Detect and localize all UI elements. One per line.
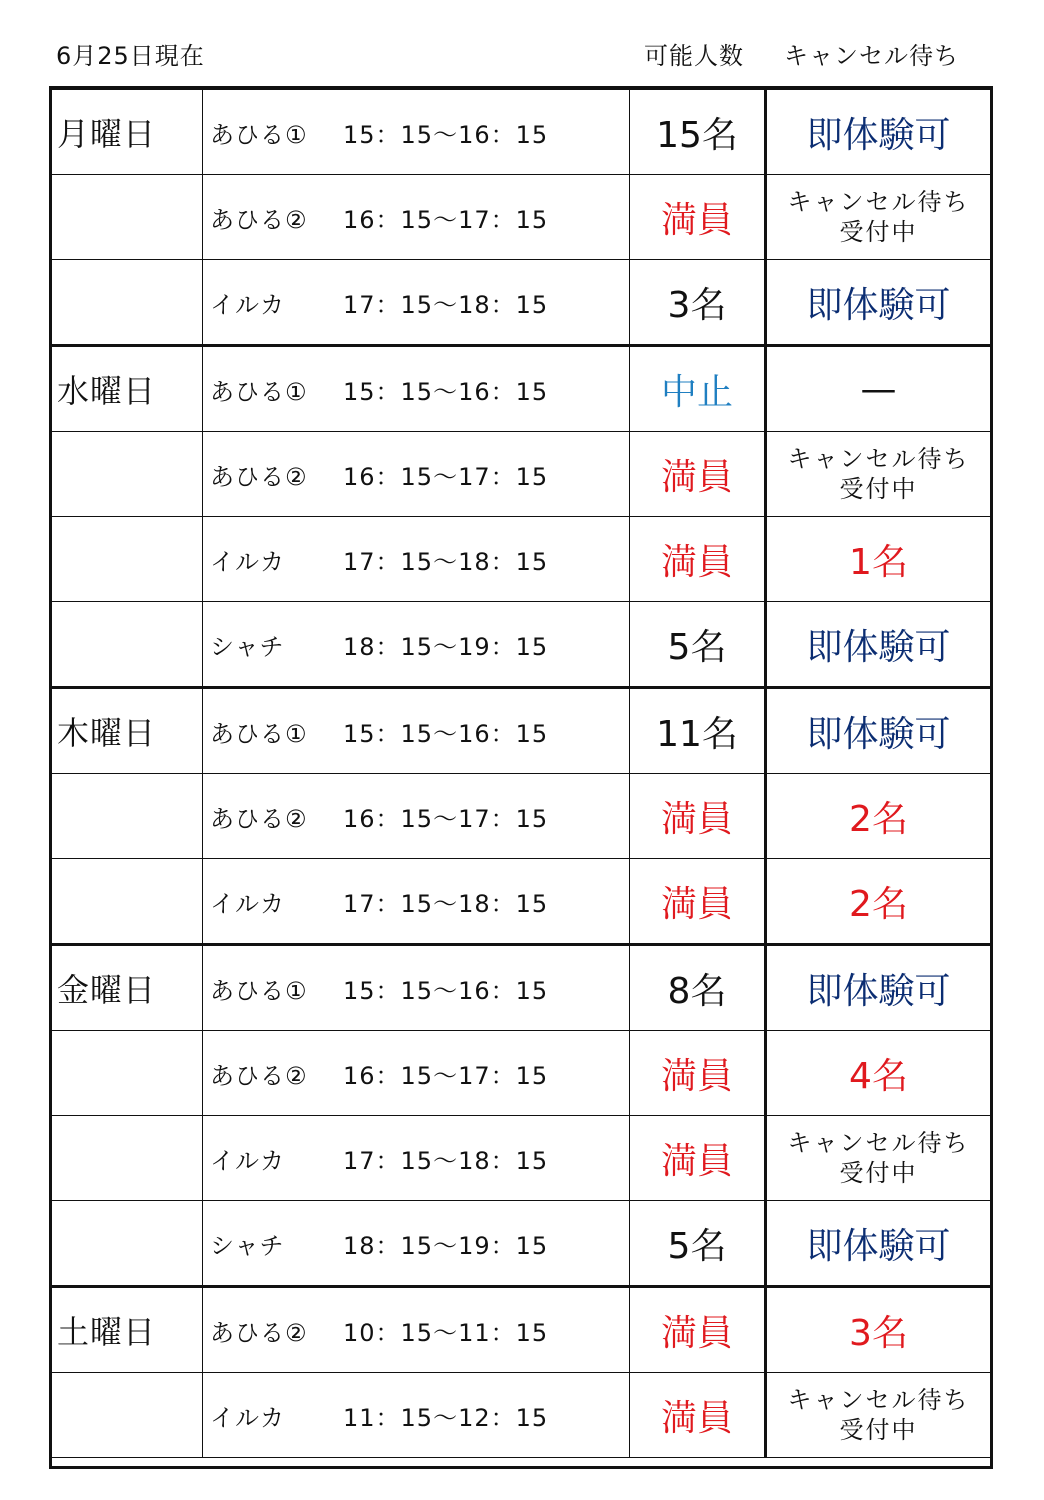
class-time: 16：15〜17：15 [343, 462, 549, 491]
class-name: あひる① [210, 719, 308, 748]
table-row [51, 859, 991, 945]
cancel-wait-cell: キャンセル待ち 受付中 [766, 175, 991, 260]
class-cell [203, 1373, 630, 1458]
class-cell [203, 688, 630, 774]
capacity-cell: 11名 [630, 688, 766, 774]
capacity-cell: 満員 [630, 1373, 766, 1458]
capacity-cell: 満員 [630, 774, 766, 859]
class-name: あひる② [210, 1318, 308, 1347]
day-cell: 土曜日 [51, 1287, 203, 1373]
schedule-body [51, 89, 991, 1458]
cancel-wait-cell: キャンセル待ち 受付中 [766, 1116, 991, 1201]
class-cell [203, 517, 630, 602]
class-cell [203, 945, 630, 1031]
as-of-date: 6月25日現在 [56, 42, 205, 70]
class-time: 11：15〜12：15 [343, 1403, 549, 1432]
day-cell: 金曜日 [51, 945, 203, 1031]
day-cell: 木曜日 [51, 688, 203, 774]
class-name: あひる① [210, 120, 308, 149]
cancel-wait-column-header: キャンセル待ち [784, 42, 959, 70]
capacity-cell: 満員 [630, 1287, 766, 1373]
class-name: イルカ [210, 1403, 285, 1432]
class-name: あひる① [210, 976, 308, 1005]
class-name: シャチ [210, 1231, 285, 1260]
table-row [51, 346, 991, 432]
table-row [51, 432, 991, 517]
class-name: あひる② [210, 1061, 308, 1090]
cancel-wait-cell: 2名 [766, 859, 991, 945]
cancel-wait-cell: 即体験可 [766, 945, 991, 1031]
cancel-wait-cell: 4名 [766, 1031, 991, 1116]
cancel-wait-cell: 即体験可 [766, 602, 991, 688]
cancel-wait-cell: 3名 [766, 1287, 991, 1373]
day-cell [51, 1031, 203, 1116]
class-name: あひる② [210, 205, 308, 234]
class-cell [203, 1201, 630, 1287]
class-name: イルカ [210, 547, 285, 576]
table-row [51, 688, 991, 774]
table-row [51, 1116, 991, 1201]
class-time: 17：15〜18：15 [343, 547, 549, 576]
class-name: イルカ [210, 290, 285, 319]
class-name: シャチ [210, 632, 285, 661]
day-cell [51, 602, 203, 688]
capacity-cell: 満員 [630, 432, 766, 517]
class-name: イルカ [210, 1146, 285, 1175]
class-time: 10：15〜11：15 [343, 1318, 549, 1347]
cancel-wait-cell: — [766, 346, 991, 432]
class-time: 17：15〜18：15 [343, 290, 549, 319]
class-time: 17：15〜18：15 [343, 1146, 549, 1175]
capacity-cell: 満員 [630, 517, 766, 602]
day-cell: 水曜日 [51, 346, 203, 432]
class-time: 15：15〜16：15 [343, 976, 549, 1005]
class-time: 16：15〜17：15 [343, 1061, 549, 1090]
day-cell [51, 175, 203, 260]
cancel-wait-cell: 即体験可 [766, 688, 991, 774]
day-cell [51, 859, 203, 945]
cancel-wait-cell: 即体験可 [766, 260, 991, 346]
capacity-cell: 満員 [630, 859, 766, 945]
class-time: 15：15〜16：15 [343, 120, 549, 149]
class-cell [203, 774, 630, 859]
class-name: あひる② [210, 462, 308, 491]
class-time: 18：15〜19：15 [343, 1231, 549, 1260]
capacity-cell: 5名 [630, 1201, 766, 1287]
cancel-wait-cell: 2名 [766, 774, 991, 859]
capacity-cell: 満員 [630, 1116, 766, 1201]
day-cell: 月曜日 [51, 89, 203, 175]
capacity-cell: 15名 [630, 89, 766, 175]
schedule-table [50, 87, 991, 1458]
class-cell [203, 1116, 630, 1201]
table-row [51, 1287, 991, 1373]
day-cell [51, 517, 203, 602]
day-cell [51, 1201, 203, 1287]
table-row [51, 89, 991, 175]
table-row [51, 1373, 991, 1458]
class-time: 15：15〜16：15 [343, 719, 549, 748]
class-time: 16：15〜17：15 [343, 205, 549, 234]
day-cell [51, 774, 203, 859]
class-time: 18：15〜19：15 [343, 632, 549, 661]
day-cell [51, 432, 203, 517]
class-name: あひる② [210, 804, 308, 833]
cancel-wait-cell: 即体験可 [766, 89, 991, 175]
class-cell [203, 602, 630, 688]
class-cell [203, 89, 630, 175]
cancel-wait-cell: キャンセル待ち 受付中 [766, 432, 991, 517]
cancel-wait-cell: 1名 [766, 517, 991, 602]
table-row [51, 260, 991, 346]
table-row [51, 1201, 991, 1287]
table-row [51, 602, 991, 688]
capacity-cell: 3名 [630, 260, 766, 346]
table-row [51, 1031, 991, 1116]
cancel-wait-cell: 即体験可 [766, 1201, 991, 1287]
class-name: イルカ [210, 889, 285, 918]
class-cell [203, 432, 630, 517]
capacity-cell: 満員 [630, 175, 766, 260]
day-cell [51, 1373, 203, 1458]
class-cell [203, 346, 630, 432]
class-name: あひる① [210, 377, 308, 406]
capacity-column-header: 可能人数 [644, 42, 744, 70]
capacity-cell: 中止 [630, 346, 766, 432]
day-cell [51, 1116, 203, 1201]
table-row [51, 175, 991, 260]
capacity-cell: 8名 [630, 945, 766, 1031]
cancel-wait-cell: キャンセル待ち 受付中 [766, 1373, 991, 1458]
class-cell [203, 1031, 630, 1116]
day-cell [51, 260, 203, 346]
class-cell [203, 260, 630, 346]
class-time: 15：15〜16：15 [343, 377, 549, 406]
capacity-cell: 5名 [630, 602, 766, 688]
class-cell [203, 1287, 630, 1373]
class-cell [203, 175, 630, 260]
table-row [51, 774, 991, 859]
table-row [51, 517, 991, 602]
class-time: 17：15〜18：15 [343, 889, 549, 918]
capacity-cell: 満員 [630, 1031, 766, 1116]
class-time: 16：15〜17：15 [343, 804, 549, 833]
table-row [51, 945, 991, 1031]
class-cell [203, 859, 630, 945]
